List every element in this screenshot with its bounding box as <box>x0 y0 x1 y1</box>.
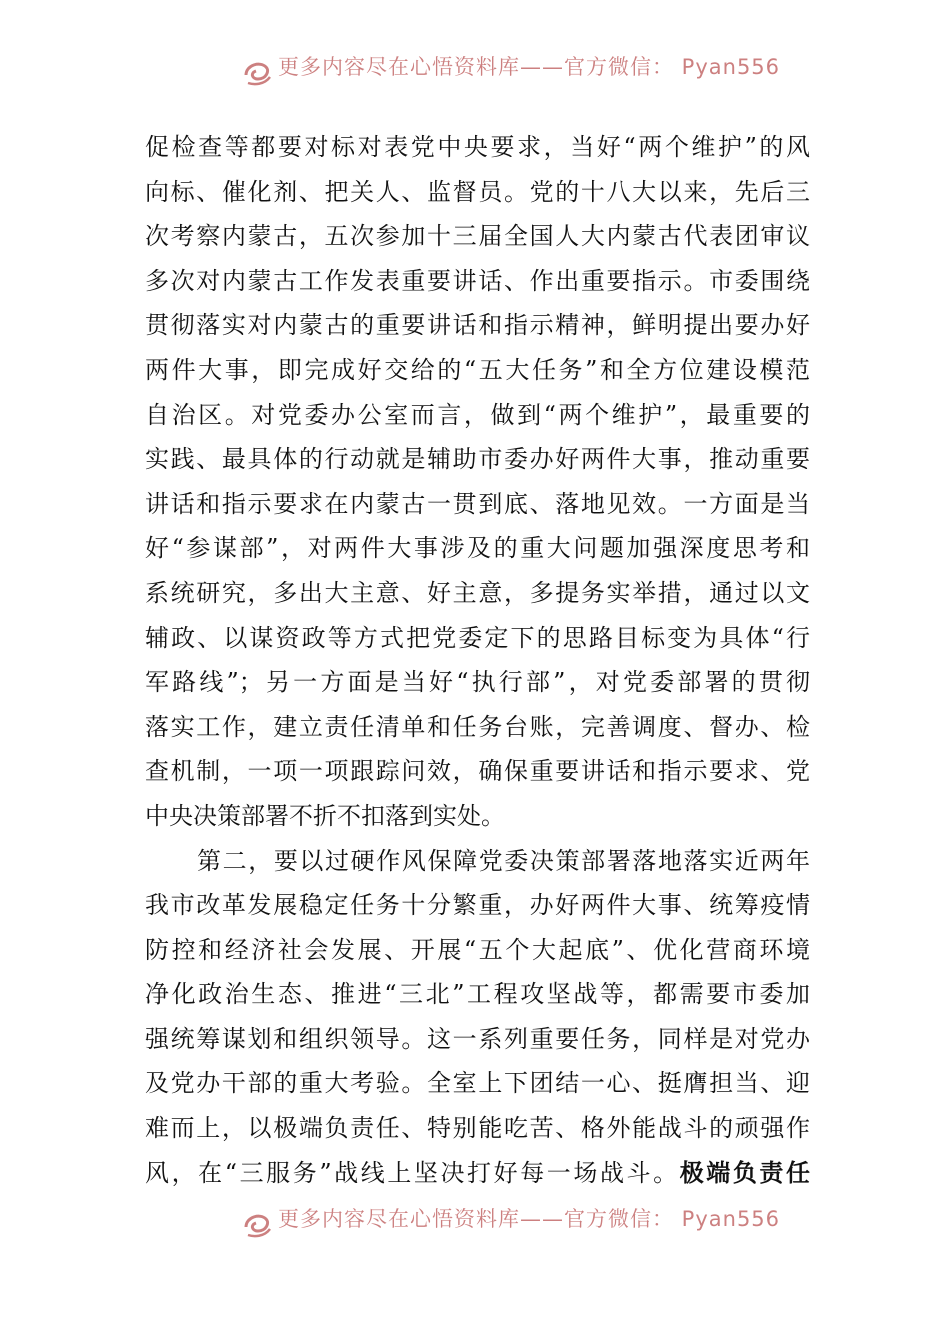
header-watermark <box>0 52 950 92</box>
text-line: 向标、催化剂、把关人、监督员。党的十八大以来，先后三 <box>145 177 810 206</box>
text-line: 净化政治生态、推进“三北”工程攻坚战等，都需要市委加 <box>145 980 810 1009</box>
text-line: 难而上，以极端负责任、特别能吃苦、格外能战斗的顽强作 <box>145 1114 810 1143</box>
text-line: 促检查等都要对标对表党中央要求，当好“两个维护”的风 <box>145 133 810 161</box>
text-line: 贯彻落实对内蒙古的重要讲话和指示精神，鲜明提出要办好 <box>145 311 810 340</box>
text-segment: 风，在“三服务”战线上坚决打好每一场战斗。 <box>145 1158 680 1187</box>
swirl-logo-icon <box>240 1207 274 1241</box>
text-line: 防控和经济社会发展、开展“五个大起底”、优化营商环境 <box>145 935 810 964</box>
text-line: 实践、最具体的行动就是辅助市委办好两件大事，推动重要 <box>145 445 810 474</box>
text-line: 查机制，一项一项跟踪问效，确保重要讲话和指示要求、党 <box>145 757 810 786</box>
text-line: 及党办干部的重大考验。全室上下团结一心、挺膺担当、迎 <box>145 1069 810 1098</box>
text-line: 辅政、以谋资政等方式把党委定下的思路目标变为具体“行 <box>145 623 810 652</box>
footer-watermark-text: 更多内容尽在心悟资料库——官方微信： Pyan556 <box>278 1207 781 1231</box>
text-line: 讲话和指示要求在内蒙古一贯到底、落地见效。一方面是当 <box>145 489 810 518</box>
text-line: 落实工作，建立责任清单和任务台账，完善调度、督办、检 <box>145 712 810 741</box>
swirl-logo-icon <box>240 55 274 89</box>
text-line: 军路线”；另一方面是当好“执行部”，对党委部署的贯彻 <box>145 668 810 697</box>
text-line: 好“参谋部”，对两件大事涉及的重大问题加强深度思考和 <box>145 534 810 563</box>
text-line: 系统研究，多出大主意、好主意，多提务实举措，通过以文 <box>145 578 810 607</box>
bold-text-segment: 极端负责任 <box>679 1158 810 1187</box>
paragraph-start-line: 第二，要以过硬作风保障党委决策部署落地落实近两年 <box>197 846 810 875</box>
text-line-mixed <box>145 1151 810 1196</box>
text-line: 多次对内蒙古工作发表重要讲话、作出重要指示。市委围绕 <box>145 266 810 295</box>
footer-watermark <box>0 1204 950 1244</box>
text-line: 中央决策部署不折不扣落到实处。 <box>145 801 505 830</box>
text-line: 强统筹谋划和组织领导。这一系列重要任务，同样是对党办 <box>145 1024 810 1053</box>
document-body <box>145 125 810 1195</box>
header-watermark-text: 更多内容尽在心悟资料库——官方微信： Pyan556 <box>278 55 781 79</box>
text-line: 自治区。对党委办公室而言，做到“两个维护”，最重要的 <box>145 400 810 429</box>
text-line: 我市改革发展稳定任务十分繁重，办好两件大事、统筹疫情 <box>145 891 810 920</box>
text-line: 两件大事，即完成好交给的“五大任务”和全方位建设模范 <box>145 355 810 384</box>
text-line: 次考察内蒙古，五次参加十三届全国人大内蒙古代表团审议 <box>145 222 810 251</box>
